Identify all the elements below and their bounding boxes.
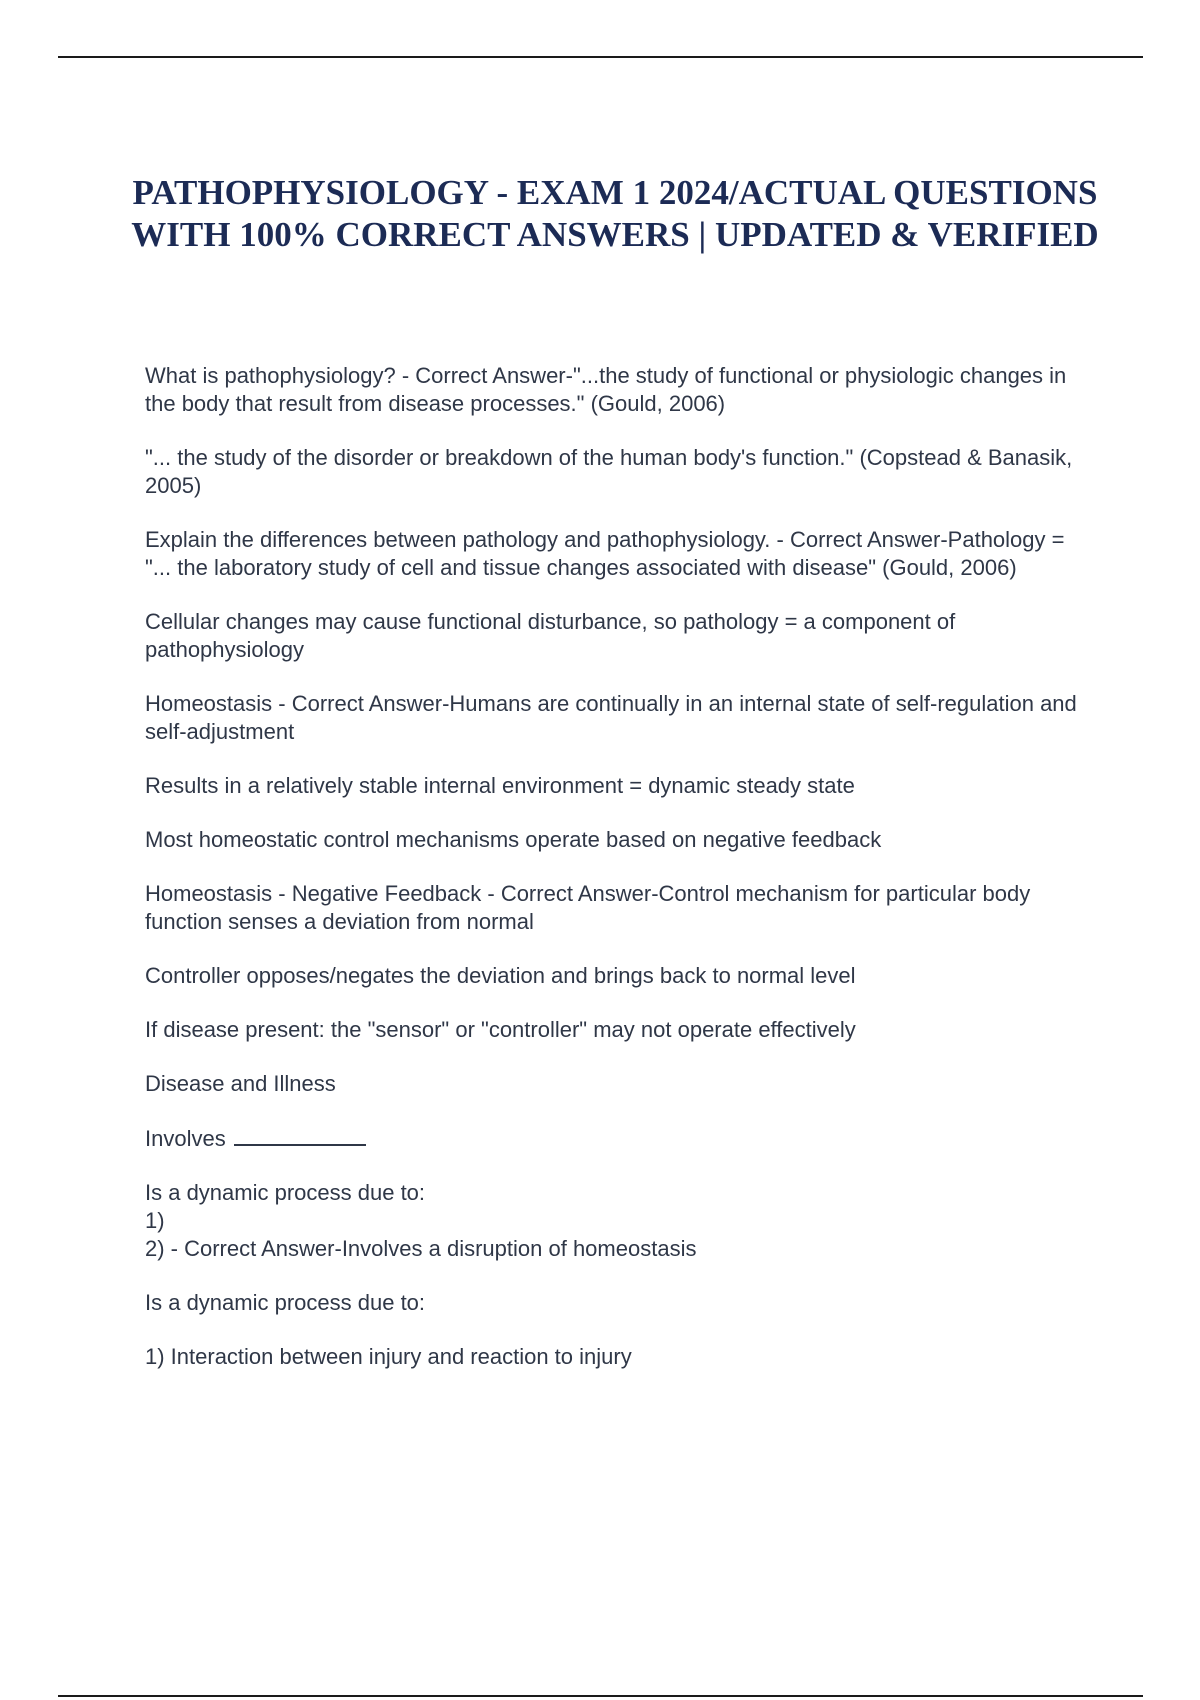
paragraph-11: Disease and Illness [145, 1071, 336, 1096]
paragraph-4: Cellular changes may cause functional disturbance, so pathology = a component of pathophysiology [145, 609, 956, 662]
document-body [145, 362, 1095, 1397]
paragraph-12 [145, 1124, 1095, 1153]
document-title: PATHOPHYSIOLOGY - EXAM 1 2024/ACTUAL QUESTIONS WITH 100% CORRECT ANSWERS | UPDATED & VERIFIED [131, 173, 1099, 254]
paragraph-1: What is pathophysiology? - Correct Answer-"...the study of functional or physiologic changes in the body that result from disease processes." (Gould, 2006) [145, 363, 1067, 416]
bottom-rule [58, 1695, 1143, 1697]
involves-text: Involves [145, 1126, 226, 1151]
top-rule [58, 56, 1143, 58]
paragraph-15: 1) Interaction between injury and reaction to injury [145, 1344, 632, 1369]
paragraph-14: Is a dynamic process due to: [145, 1290, 426, 1315]
paragraph-8: Homeostasis - Negative Feedback - Correct Answer-Control mechanism for particular body function senses a deviation from normal [145, 881, 1031, 934]
paragraph-10: If disease present: the "sensor" or "controller" may not operate effectively [145, 1017, 856, 1042]
paragraph-9: Controller opposes/negates the deviation and brings back to normal level [145, 963, 856, 988]
fill-in-blank-line [234, 1124, 366, 1146]
paragraph-7: Most homeostatic control mechanisms operate based on negative feedback [145, 827, 882, 852]
paragraph-6: Results in a relatively stable internal environment = dynamic steady state [145, 773, 855, 798]
paragraph-2: "... the study of the disorder or breakdown of the human body's function." (Copstead & Banasik, 2005) [145, 445, 1073, 498]
paragraph-3: Explain the differences between pathology and pathophysiology. - Correct Answer-Pathology = "... the laboratory study of cell and tissue changes associated with disease" (Gould, 2006) [145, 527, 1065, 580]
paragraph-13: Is a dynamic process due to: 1) 2) - Correct Answer-Involves a disruption of homeostasis [145, 1180, 697, 1261]
paragraph-5: Homeostasis - Correct Answer-Humans are continually in an internal state of self-regulation and self-adjustment [145, 691, 1077, 744]
